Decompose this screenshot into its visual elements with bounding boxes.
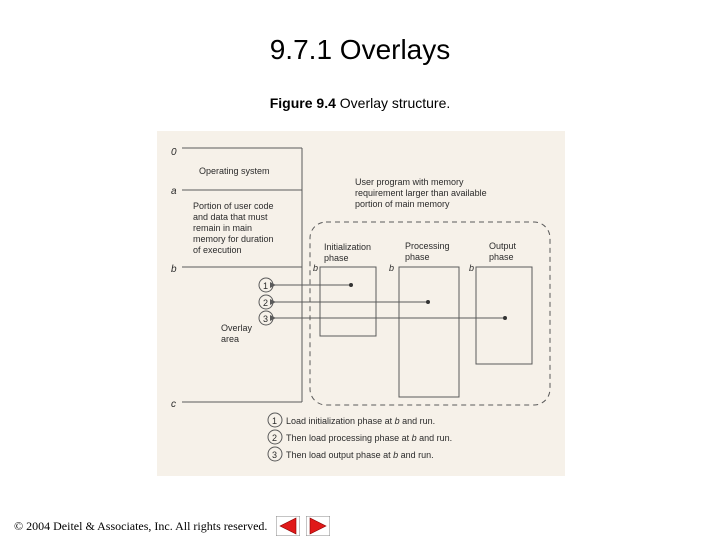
svg-text:2: 2 — [272, 433, 278, 443]
overlay-area-label: Overlay area — [221, 323, 253, 344]
figure-caption-label: Figure 9.4 — [269, 95, 336, 111]
os-label: Operating system — [199, 166, 270, 176]
phase-label-initialization: Initialization phase — [324, 242, 372, 263]
address-a: a — [171, 186, 177, 197]
svg-text:3: 3 — [263, 314, 269, 324]
svg-text:2: 2 — [263, 298, 269, 308]
legend-step-2 — [268, 430, 452, 444]
phase-label-processing: Processing phase — [405, 241, 450, 262]
figure-caption-text: Overlay structure. — [339, 95, 451, 111]
resident-label: Portion of user code and data that must remain in main memory for duration of execution — [193, 201, 274, 255]
phase-base-initialization: b — [313, 263, 319, 273]
svg-text:1: 1 — [272, 416, 278, 426]
phase-label-output: Output phase — [489, 241, 517, 262]
svg-text:1: 1 — [263, 281, 269, 291]
svg-text:Then load output phase at b an: Then load output phase at b and run. — [286, 450, 434, 460]
user-program-label: User program with memory requirement larger than available portion of main memory — [355, 177, 487, 209]
arrow-right-icon — [306, 516, 330, 536]
overlay-structure-diagram — [157, 131, 565, 476]
svg-text:Then load processing phase at: Then load processing phase at b and run. — [286, 433, 453, 443]
arrow-left-icon — [276, 516, 300, 536]
address-c: c — [171, 399, 176, 410]
phase-base-output: b — [469, 263, 475, 273]
copyright-footer: © 2004 Deitel & Associates, Inc. All rights reserved. — [14, 519, 268, 533]
previous-slide-button[interactable] — [276, 516, 300, 536]
next-slide-button[interactable] — [306, 516, 330, 536]
address-b: b — [171, 264, 177, 275]
phase-base-processing: b — [389, 263, 395, 273]
figure-caption — [0, 95, 720, 111]
svg-text:Load initialization phase at b: Load initialization phase at b and run. — [286, 416, 436, 426]
legend-step-1 — [268, 413, 435, 427]
svg-text:3: 3 — [272, 450, 278, 460]
slide-title: 9.7.1 Overlays — [269, 34, 451, 65]
address-0: 0 — [171, 147, 177, 158]
legend-step-3 — [268, 447, 434, 461]
